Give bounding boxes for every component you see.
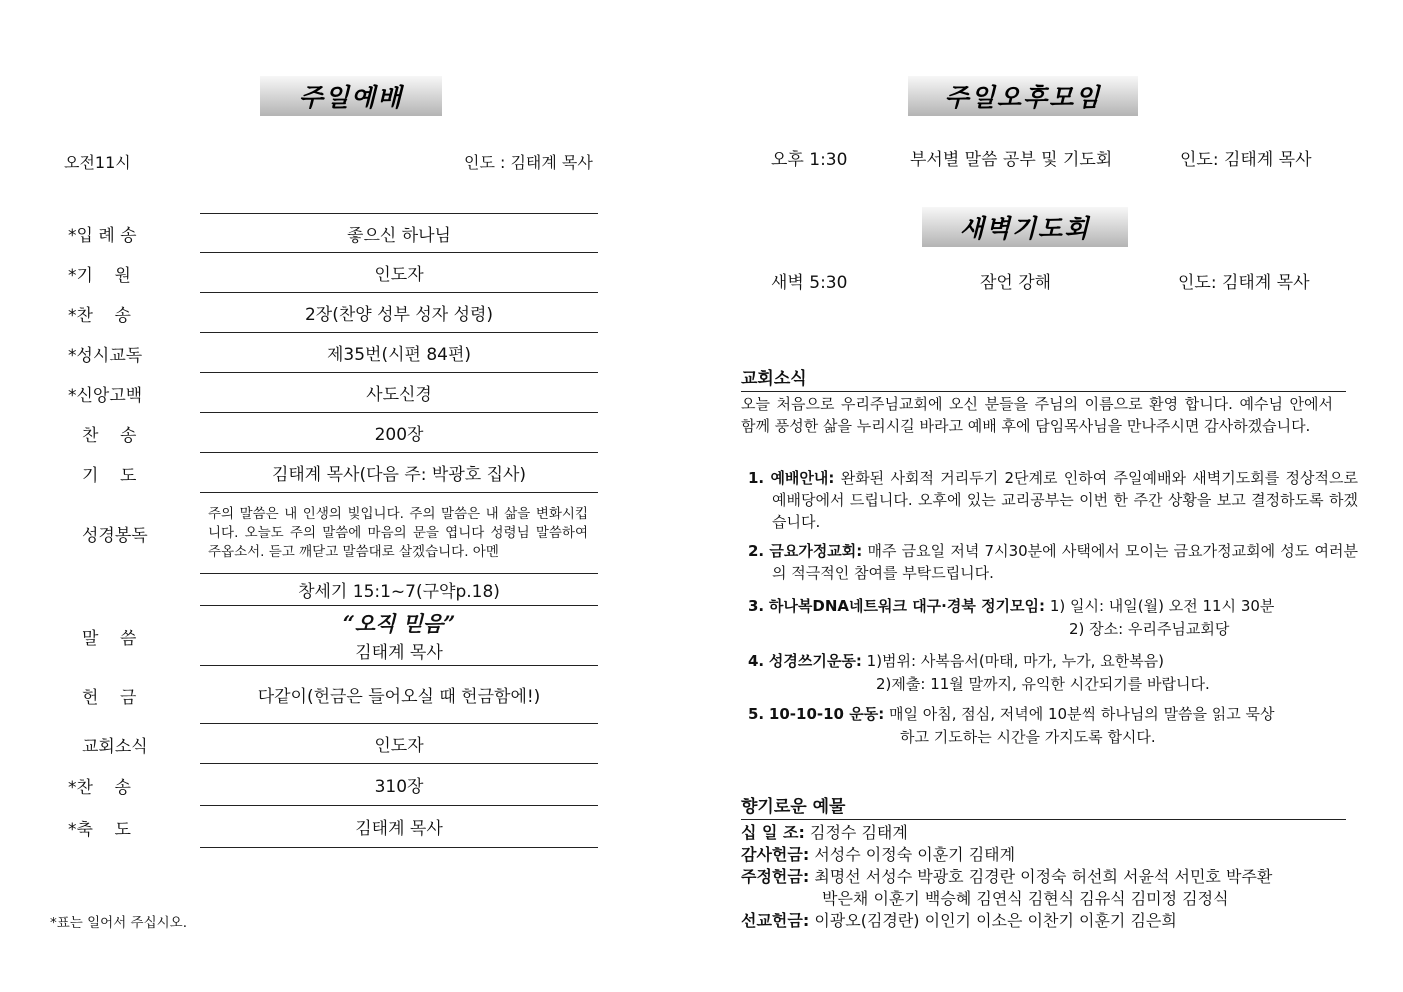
news-line: 하고 기도하는 시간을 가지도록 합시다.	[900, 728, 1156, 746]
order-row	[60, 333, 600, 373]
order-label: *기 원	[68, 265, 131, 286]
order-value	[200, 493, 598, 574]
order-row	[60, 293, 600, 333]
dawn-leader: 인도: 김태계 목사	[1178, 273, 1310, 293]
order-value: 사도신경	[200, 373, 598, 413]
order-label: *찬 송	[68, 777, 131, 798]
order-label: 말 씀	[82, 628, 137, 649]
order-label: *성시교독	[68, 345, 143, 366]
order-row	[60, 806, 600, 848]
order-value: 김태계 목사	[200, 806, 598, 848]
news-num: 2.	[748, 542, 765, 560]
order-label: 성경봉독	[82, 526, 148, 546]
offering-row	[741, 910, 1177, 932]
order-label: 기 도	[82, 465, 137, 486]
news-num: 1.	[748, 469, 765, 487]
offering-label: 선교헌금:	[741, 911, 810, 930]
order-label: *축 도	[68, 819, 131, 840]
news-body: 완화된 사회적 거리두기 2단계로 인하여 주일예배와 새벽기도회를 정상적으로 예배당에서 드립니다. 오후에 있는 교리공부는 이번 한 주간 상황을 보고 결정하도록 하겠습니다.	[772, 469, 1358, 531]
offering-label: 십 일 조:	[741, 823, 805, 842]
order-label: 찬 송	[82, 425, 137, 446]
news-num: 3.	[748, 597, 765, 615]
afternoon-desc: 부서별 말씀 공부 및 기도회	[910, 150, 1113, 170]
order-row	[60, 724, 600, 764]
news-item	[748, 703, 1275, 725]
order-label: *신앙고백	[68, 385, 143, 406]
worship-time: 오전11시	[64, 153, 131, 172]
order-label: 교회소식	[82, 736, 148, 757]
news-intro: 오늘 처음으로 우리주님교회에 오신 분들을 주님의 이름으로 환영 합니다. 예수님 안에서 함께 풍성한 삶을 누리시길 바라고 예배 후에 담임목사님을 만나주시면 감사하겠습니다.	[741, 395, 1333, 435]
news-body: 매주 금요일 저녁 7시30분에 사택에서 모이는 금요가정교회에 성도 여러분의 적극적인 참여를 부탁드립니다.	[772, 542, 1358, 582]
dawn-desc: 잠언 강해	[980, 273, 1052, 293]
worship-leader: 인도 : 김태계 목사	[464, 153, 593, 172]
afternoon-time: 오후 1:30	[771, 150, 848, 170]
order-row	[60, 606, 600, 666]
order-row	[60, 574, 600, 606]
order-row	[60, 493, 600, 574]
order-value: 인도자	[200, 724, 598, 764]
order-row	[60, 666, 600, 724]
sermon-preacher: 김태계 목사	[355, 643, 443, 663]
order-label: 헌 금	[82, 687, 137, 708]
offering-label: 감사헌금:	[741, 845, 810, 864]
offering-names: 최명선 서성수 박광호 김경란 이정숙 허선희 서윤석 서민호 박주환	[814, 867, 1273, 886]
news-item	[748, 467, 1358, 533]
stand-footnote: *표는 일어서 주십시오.	[50, 915, 187, 931]
news-head: 금요가정교회:	[769, 542, 863, 560]
news-num: 5.	[748, 705, 765, 723]
order-of-worship	[60, 213, 600, 848]
news-line: 1)범위: 사복음서(마태, 마가, 누가, 요한복음)	[866, 652, 1165, 670]
order-value	[200, 606, 598, 666]
scripture-prayer: 주의 말씀은 내 인생의 빛입니다. 주의 말씀은 내 삶을 변화시킵니다. 오늘도 주의 말씀에 마음의 문을 엽니다 성령님 말씀하여 주옵소서. 듣고 깨닫고 말씀대로 살겠습니다. 아멘	[208, 505, 588, 560]
offering-row	[741, 844, 1015, 866]
order-row	[60, 453, 600, 493]
order-label: *입 례 송	[68, 225, 137, 246]
news-item	[748, 540, 1358, 584]
news-line: 매일 아침, 점심, 저녁에 10분씩 하나님의 말씀을 읽고 묵상	[888, 705, 1275, 723]
order-value: 2장(찬양 성부 성자 성령)	[200, 293, 598, 333]
afternoon-leader: 인도: 김태계 목사	[1180, 150, 1312, 170]
news-head: 예배안내:	[770, 469, 835, 487]
afternoon-title: 주일오후모임	[908, 76, 1138, 116]
order-value: 제35번(시편 84편)	[200, 333, 598, 373]
order-value: 310장	[200, 764, 598, 806]
order-value: 김태계 목사(다음 주: 박광호 집사)	[200, 453, 598, 493]
dawn-title: 새벽기도회	[922, 207, 1128, 247]
offering-row	[741, 866, 1272, 888]
offering-names: 서성수 이정숙 이훈기 김태계	[814, 845, 1016, 864]
news-head: 10-10-10 운동:	[768, 705, 885, 723]
order-value: 인도자	[200, 253, 598, 293]
order-row	[60, 413, 600, 453]
order-row	[60, 764, 600, 806]
news-item	[748, 650, 1164, 672]
offering-names: 김정수 김태계	[810, 823, 908, 842]
sermon-title: “오직 믿음”	[342, 611, 456, 636]
offering-label: 주정헌금:	[741, 867, 810, 886]
order-row	[60, 373, 600, 413]
news-num: 4.	[748, 652, 765, 670]
order-value: 다같이(헌금은 들어오실 때 헌금함에!)	[200, 666, 598, 724]
news-line: 1) 일시: 내일(월) 오전 11시 30분	[1049, 597, 1275, 615]
news-heading: 교회소식	[741, 364, 1346, 392]
news-head: 성경쓰기운동:	[768, 652, 862, 670]
order-value: 200장	[200, 413, 598, 453]
order-value: 창세기 15:1~7(구약p.18)	[200, 574, 598, 606]
worship-title: 주일예배	[260, 76, 442, 116]
order-row	[60, 213, 600, 253]
order-value: 좋으신 하나님	[200, 213, 598, 253]
offering-names: 이광오(김경란) 이인기 이소은 이찬기 이훈기 김은희	[814, 911, 1177, 930]
offering-names: 박은채 이훈기 백승혜 김연식 김현식 김유식 김미정 김정식	[822, 889, 1229, 908]
order-label: *찬 송	[68, 305, 131, 326]
news-line: 2)제출: 11월 말까지, 유익한 시간되기를 바랍니다.	[876, 675, 1210, 693]
dawn-time: 새벽 5:30	[771, 273, 848, 293]
order-row	[60, 253, 600, 293]
offering-row	[741, 822, 908, 844]
offering-heading: 향기로운 예물	[741, 792, 1346, 820]
news-line: 2) 장소: 우리주님교회당	[1069, 620, 1230, 638]
news-head: 하나복DNA네트워크 대구·경북 정기모임:	[768, 597, 1046, 615]
news-item	[748, 595, 1274, 617]
